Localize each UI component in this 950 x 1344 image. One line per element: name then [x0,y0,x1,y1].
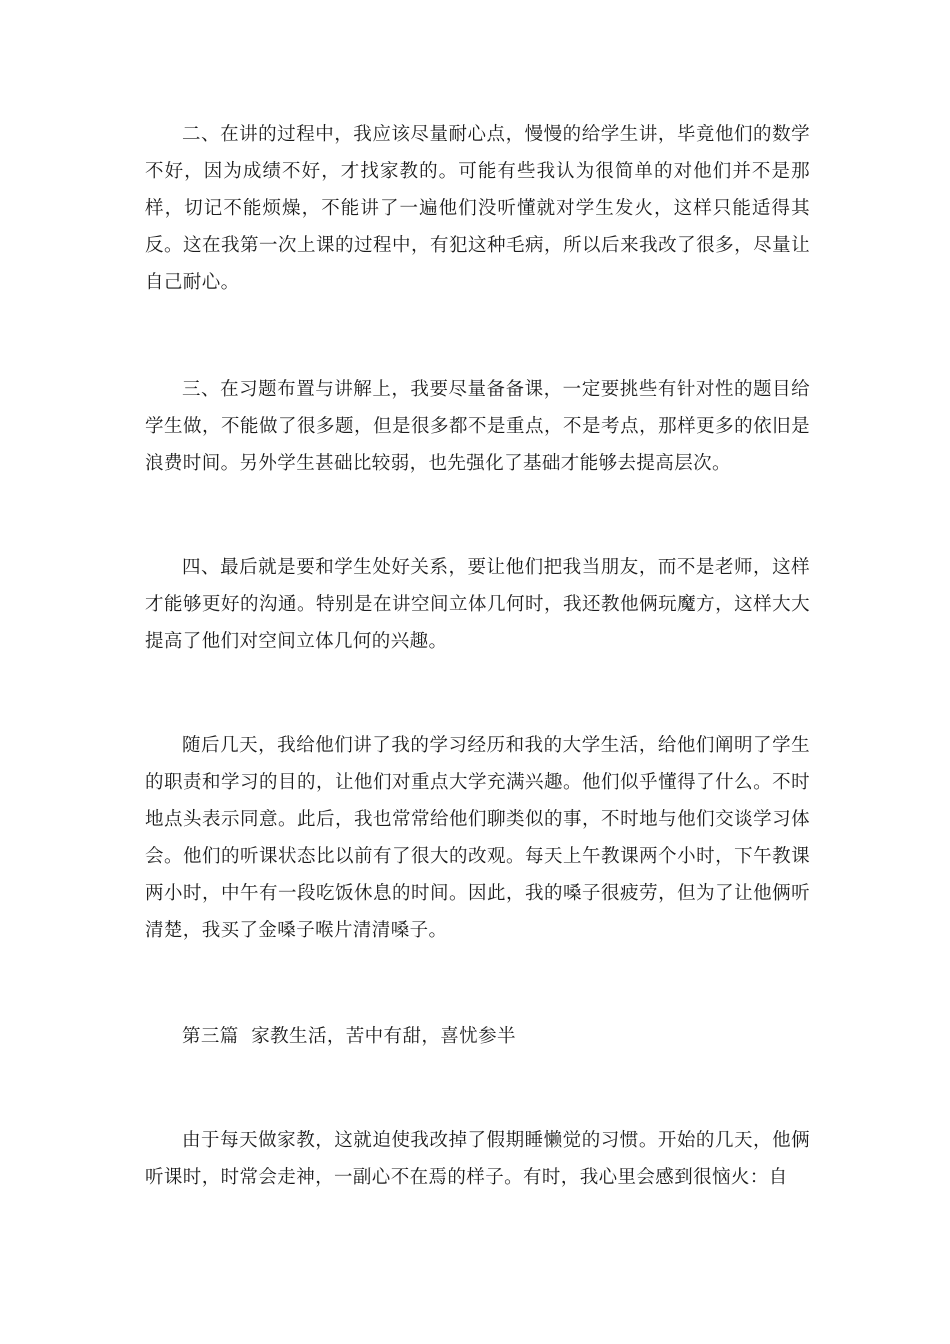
section-heading: 第三篇 家教生活，苦中有甜，喜忧参半 [182,1026,516,1047]
paragraph-following-days: 随后几天，我给他们讲了我的学习经历和我的大学生活，给他们阐明了学生的职责和学习的目的，让他们对重点大学充满兴趣。他们似乎懂得了什么。不时地点头表示同意。此后，我也常常给他们聊类似的事，不时地与他们交谈学习体会。他们的听课状态比以前有了很大的改观。每天上午教课两个小时，下午教课两小时，中午有一段吃饭休息的时间。因此，我的嗓子很疲劳，但为了让他俩听清楚，我买了金嗓子喉片清清嗓子。 [145,735,810,941]
paragraph-2-patience: 二、在讲的过程中，我应该尽量耐心点，慢慢的给学生讲，毕竟他们的数学不好，因为成绩不好，才找家教的。可能有些我认为很简单的对他们并不是那样，切记不能烦燥，不能讲了一遍他们没听懂就对学生发火，这样只能适得其反。这在我第一次上课的过程中，有犯这种毛病，所以后来我改了很多，尽量让自己耐心。 [145,124,810,293]
paragraph-4-relationship: 四、最后就是要和学生处好关系，要让他们把我当朋友，而不是老师，这样才能够更好的沟通。特别是在讲空间立体几何时，我还教他俩玩魔方，这样大大提高了他们对空间立体几何的兴趣。 [145,557,810,652]
paragraph-3-exercises: 三、在习题布置与讲解上，我要尽量备备课，一定要挑些有针对性的题目给学生做，不能做了很多题，但是很多都不是重点，不是考点，那样更多的依旧是浪费时间。另外学生甚础比较弱，也先强化了基础才能够去提高层次。 [145,379,810,474]
paragraph-daily-tutoring: 由于每天做家教，这就迫使我改掉了假期睡懒觉的习惯。开始的几天，他俩听课时，时常会走神，一副心不在焉的样子。有时，我心里会感到很恼火：自 [145,1130,810,1188]
